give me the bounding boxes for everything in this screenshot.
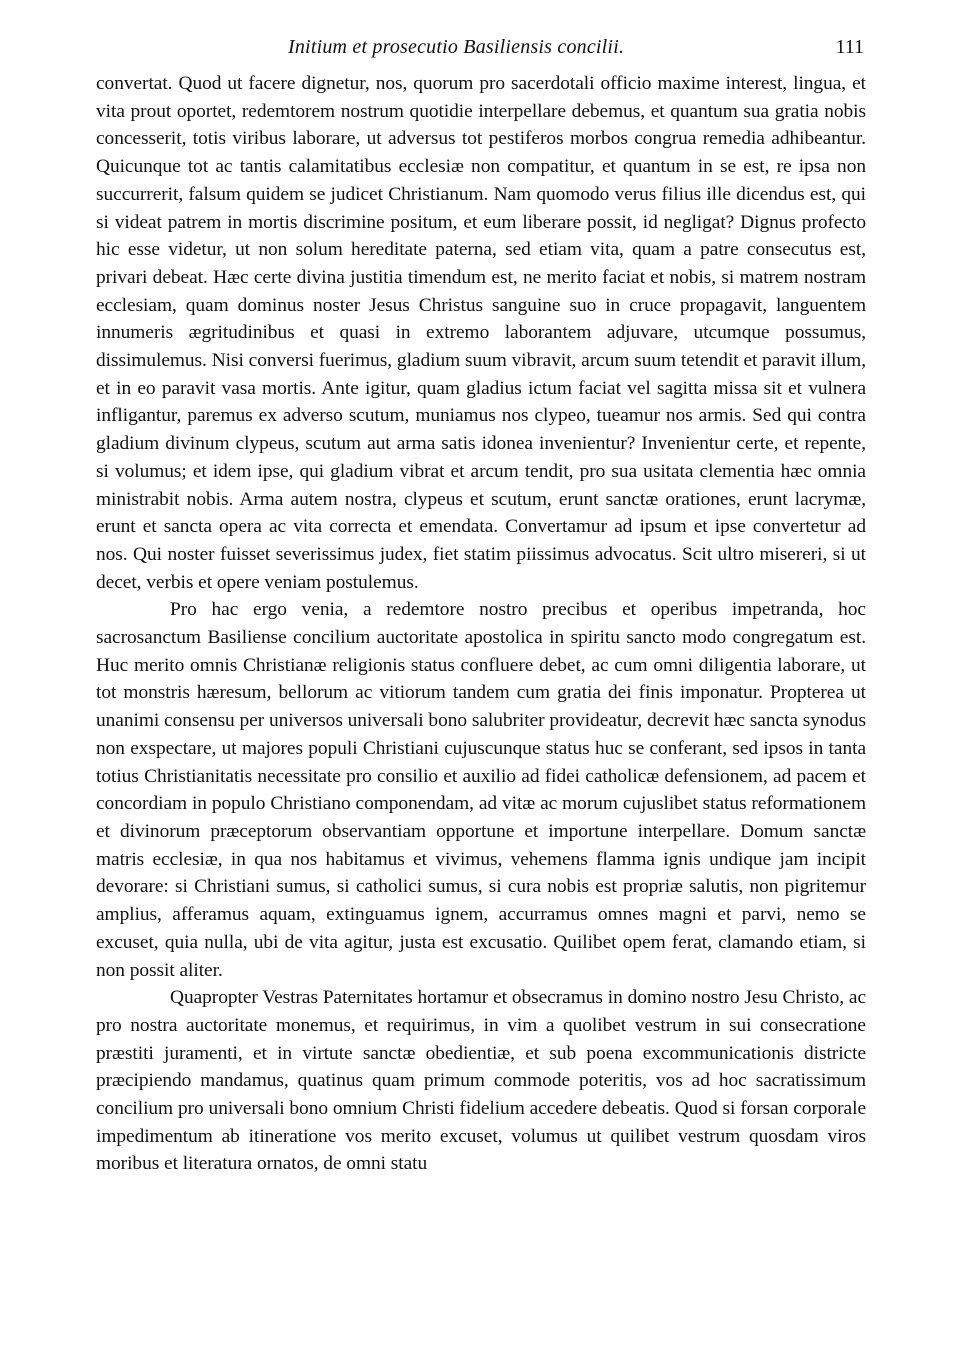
body-text (96, 70, 866, 1178)
paragraph: Pro hac ergo venia, a redemtore nostro precibus et operibus impetranda, hoc sacrosanctum Basiliense concilium auctoritate apostolica in spiritu sancto modo congregatum est. Huc merito omnis Christianæ religionis status confluere debet, ac cum omni diligentia laborare, ut tot monstris hæresum, bellorum ac vitiorum tandem cum gratia dei finis imponatur. Propterea ut unanimi consensu per universos universali bono salubriter provideatur, decrevit hæc sancta synodus non exspectare, ut majores populi Christiani cujuscunque status huc se conferant, sed ipsos in tanta totius Christianitatis necessitate pro consilio et auxilio ad fidei catholicæ defensionem, ad pacem et concordiam in populo Christiano componendam, ad vitæ ac morum cujuslibet status reformationem et divinorum præceptorum observantiam opportune et importune interpellare. Domum sanctæ matris ecclesiæ, in qua nos habitamus et vivimus, vehemens flamma ignis undique jam incipit devorare: si Christiani sumus, si catholici sumus, si cura nobis est propriæ salutis, non pigritemur amplius, afferamus aquam, extinguamus ignem, accurramus omnes magni et parvi, nemo se excuset, quia nulla, ubi de vita agitur, justa est excusatio. Quilibet opem ferat, clamando etiam, si non possit aliter. (96, 599, 866, 981)
paragraph-continuation: convertat. Quod ut facere dignetur, nos, quorum pro sacerdotali officio maxime interest, lingua, et vita prout oportet, redemtorem nostrum quotidie interpellare debemus, et quantum sua gratia nobis concesserit, totis viribus laborare, ut adversus tot pestiferos morbos congrua remedia adhibeantur. Quicunque tot ac tantis calamitatibus ecclesiæ non compatitur, et quantum in se est, re ipsa non succurrerit, falsum quidem se judicet Christianum. Nam quomodo verus filius ille dicendus est, qui si videat patrem in mortis discrimine positum, et eum liberare possit, id negligat? Dignus profecto hic esse videtur, ut non solum hereditate paterna, sed etiam vita, quam a patre consecutus est, privari debeat. Hæc certe divina justitia timendum est, ne merito faciat et nobis, si matrem nostram ecclesiam, quam dominus noster Jesus Christus sanguine suo in cruce propagavit, languentem innumeris ægritudinibus et quasi in extremo laborantem adjuvare, utcumque possumus, dissimulemus. Nisi conversi fuerimus, gladium suum vibravit, arcum suum tetendit et paravit illum, et in eo paravit vasa mortis. Ante igitur, quam gladius ictum faciat vel sagitta missa sit et vulnera infligantur, paremus ex adverso scutum, muniamus nos clypeo, tueamur nos armis. Sed qui contra gladium divinum clypeus, scutum aut arma satis idonea invenientur? Invenientur certe, et repente, si volumus; et idem ipse, qui gladium vibrat et arcum tendit, pro sua usitata clementia hæc omnia ministrabit nobis. Arma autem nostra, clypeus et scutum, erunt sanctæ orationes, erunt lacrymæ, erunt et sancta opera ac vita correcta et emendata. Convertamur ad ipsum et ipse convertetur ad nos. Qui noster fuisset severissimus judex, fiet statim piissimus advocatus. Scit ultro misereri, si ut decet, verbis et opere veniam postulemus. (96, 73, 866, 593)
running-head (96, 36, 866, 70)
paragraph: Quapropter Vestras Paternitates hortamur et obsecramus in domino nostro Jesu Christo, ac pro nostra auctoritate monemus, et requirimus, in vim a quolibet vestrum in sui consecratione præstiti juramenti, et in virtute sanctæ obedientiæ, et sub poena excommunicationis districte præcipiendo mandamus, quatinus quam primum commode poteritis, vos ad hoc sacratissimum concilium pro universali bono omnium Christi fidelium accedere debeatis. Quod si forsan corporale impedimentum ab itineratione vos merito excuset, volumus ut quilibet vestrum quosdam viros moribus et literatura ornatos, de omni statu (96, 987, 866, 1175)
book-page (96, 36, 866, 1178)
page-number: 111 (835, 36, 864, 58)
running-title: Initium et prosecutio Basiliensis concilii. (288, 36, 625, 58)
